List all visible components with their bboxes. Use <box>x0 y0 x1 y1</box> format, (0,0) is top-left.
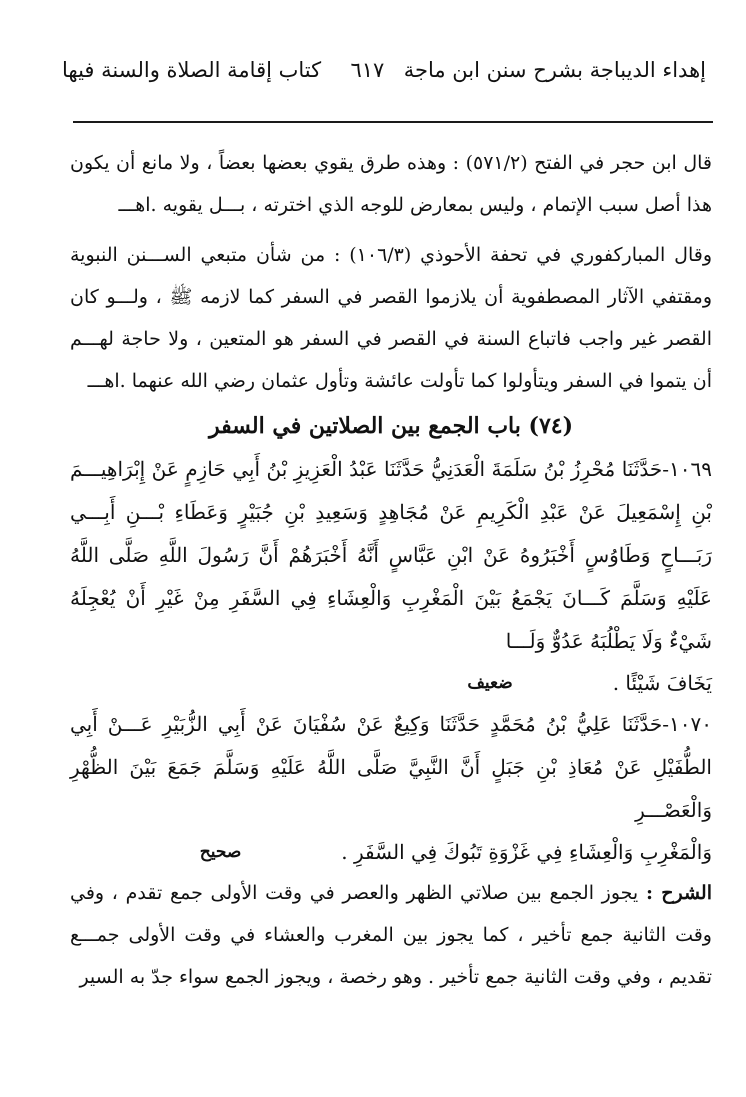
hadith-1069-grade: ضعيف <box>467 673 513 693</box>
hadith-1070-tail: وَالْمَغْرِبِ وَالْعِشَاءِ فِي غَزْوَةِ تَبُوكَ فِي السَّفَرِ . <box>341 840 712 864</box>
header-book-title: إهداء الديباجة بشرح سنن ابن ماجة <box>403 58 706 82</box>
page-body <box>70 142 712 998</box>
chapter-heading: (٧٤) باب الجمع بين الصلاتين في السفر <box>208 413 573 439</box>
header-chapter-title: كتاب إقامة الصلاة والسنة فيها <box>62 58 322 82</box>
hadith-1070-grade: صحيح <box>199 842 242 862</box>
sharh-text: يجوز الجمع بين صلاتي الظهر والعصر في وقت الأولى جمع تقدم ، وفي وقت الثانية جمع تأخير ، كما يجوز بين المغرب والعشاء في وقت الأولى جمـــع تقديم ، وفي وقت الثانية جمع تأخير . وهو رخصة ، ويجوز الجمع سواء جدّ به السير <box>70 882 712 988</box>
header-divider <box>73 121 713 123</box>
mubarakfuri-quote-paragraph: وقال المباركفوري في تحفة الأحوذي (١٠٦/٣) : من شأن متبعي الســـنن النبوية ومقتفي الآثار المصطفوية أن يلازموا القصر في السفر كما لازمه ﷺ ، ولـــو كان القصر غير واجب فاتباع السنة في القصر في السفر هو المتعين ، ولا حاجة لهـــم أن يتموا في السفر ويتأولوا كما تأولت عائشة وتأول عثمان رضي الله عنهما .اهـــ <box>70 244 712 392</box>
sharh-label: الشرح : <box>645 882 712 904</box>
header-page-number: ٦١٧ <box>350 58 385 82</box>
hadith-1069-text: ١٠٦٩-حَدَّثَنَا مُحْرِزُ بْنُ سَلَمَةَ الْعَدَنِيُّ حَدَّثَنَا عَبْدُ الْعَزِيزِ بْنُ أَبِي حَازِمٍ عَنْ إِبْرَاهِيـــمَ بْنِ إِسْمَعِيلَ عَنْ عَبْدِ الْكَرِيمِ عَنْ مُجَاهِدٍ وَسَعِيدِ بْنِ جُبَيْرٍ وَعَطَاءِ بْـــنِ أَبِـــي رَبَـــاحٍ وَطَاوُسٍ أَخْبَرُوهُ عَنْ ابْنِ عَبَّاسٍ أَنَّهُ أَخْبَرَهُمْ أَنَّ رَسُولَ اللَّهِ صَلَّى اللَّهُ عَلَيْهِ وَسَلَّمَ كَـــانَ يَجْمَعُ بَيْنَ الْمَغْرِبِ وَالْعِشَاءِ فِي السَّفَرِ مِنْ غَيْرِ أَنْ يُعْجِلَهُ شَيْءٌ وَلَا يَطْلُبَهُ عَدُوٌّ وَلَـــا <box>70 457 712 653</box>
running-header <box>62 52 706 88</box>
hadith-1070-text: ١٠٧٠-حَدَّثَنَا عَلِيُّ بْنُ مُحَمَّدٍ حَدَّثَنَا وَكِيعٌ عَنْ سُفْيَانَ عَنْ أَبِي الزُّبَيْرِ عَـــنْ أَبِي الطُّفَيْلِ عَنْ مُعَاذِ بْنِ جَبَلٍ أَنَّ النَّبِيَّ صَلَّى اللَّهُ عَلَيْهِ وَسَلَّمَ جَمَعَ بَيْنَ الظُّهْرِ وَالْعَصْـــرِ <box>70 712 712 822</box>
hadith-1069-tail: يَخَافَ شَيْئًا . <box>612 671 712 695</box>
ibn-hajar-quote-paragraph: قال ابن حجر في الفتح (٥٧١/٢) : وهذه طرق يقوي بعضها بعضاً ، ولا مانع أن يكون هذا أصل سبب الإتمام ، وليس بمعارض للوجه الذي اخترته ، بـــل يقويه .اهـــ <box>70 152 713 216</box>
sharh-paragraph <box>70 872 712 998</box>
hadith-1069-closing-line <box>70 663 712 703</box>
hadith-1070-closing-line <box>70 832 712 872</box>
